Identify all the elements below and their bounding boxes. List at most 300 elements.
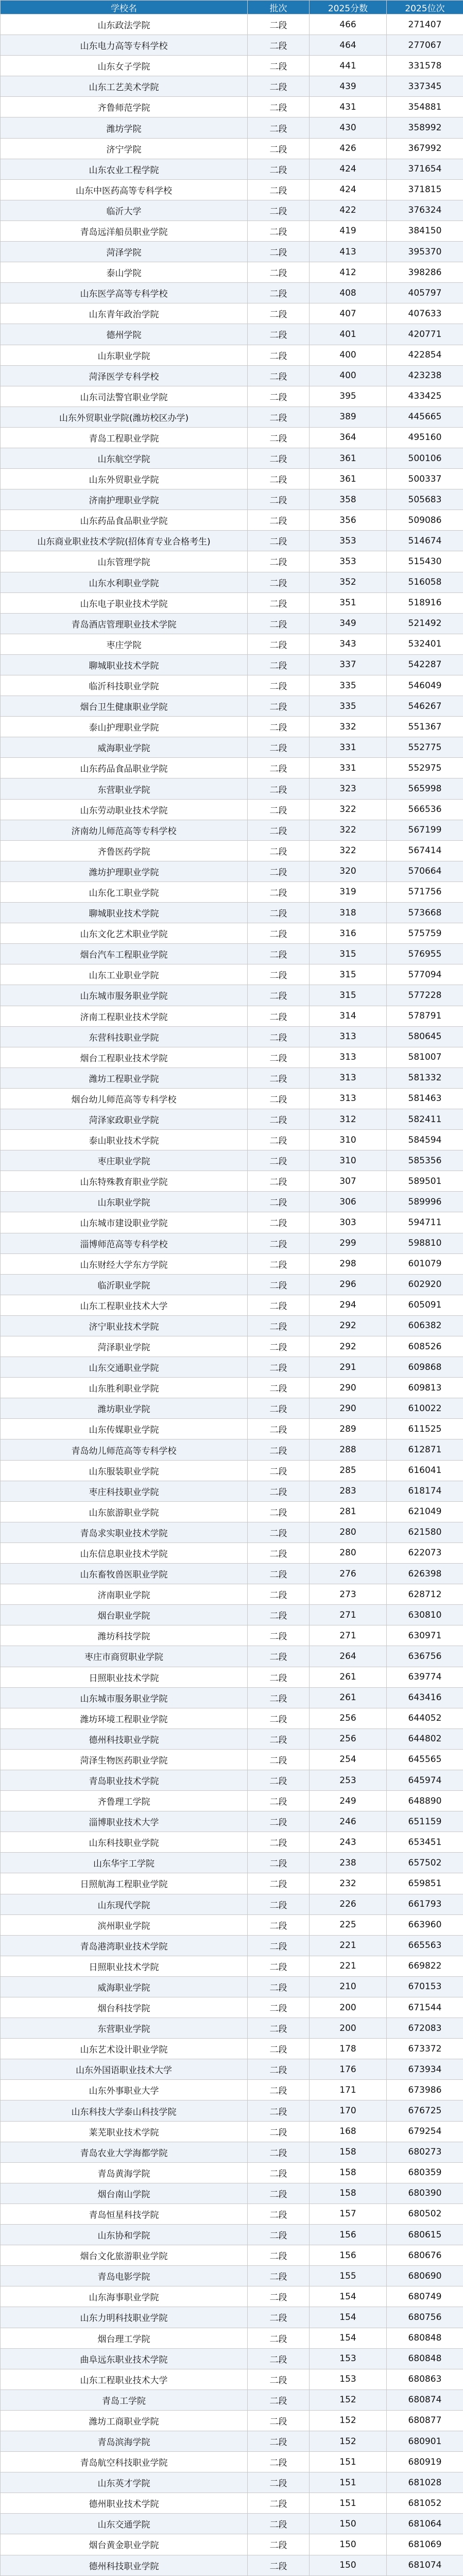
table-row [1,2286,463,2307]
rank-cell: 645974 [387,1770,463,1790]
rank-cell: 669822 [387,1956,463,1976]
batch-cell: 二段 [248,2080,310,2100]
rank-cell: 367992 [387,138,463,159]
rank-cell: 608526 [387,1336,463,1357]
table-row [1,138,463,159]
batch-cell: 二段 [248,1109,310,1129]
batch-cell: 二段 [248,2183,310,2204]
rank-cell: 621580 [387,1522,463,1543]
score-cell: 296 [310,1274,387,1295]
school-name-cell: 山东英才学院 [1,2472,248,2493]
score-cell: 150 [310,2514,387,2534]
batch-cell: 二段 [248,489,310,510]
school-name-cell: 山东职业学院 [1,345,248,365]
batch-cell: 二段 [248,138,310,159]
batch-cell: 二段 [248,1770,310,1790]
header-rank[interactable]: 2025位次 [387,1,463,14]
rank-cell: 639774 [387,1667,463,1687]
school-name-cell: 烟台黄金职业学院 [1,2534,248,2555]
rank-cell: 577094 [387,964,463,985]
score-cell: 352 [310,572,387,592]
rank-cell: 673986 [387,2080,463,2100]
batch-cell: 二段 [248,1088,310,1109]
batch-cell: 二段 [248,2328,310,2348]
batch-cell: 二段 [248,717,310,737]
school-name-cell: 山东协和学院 [1,2225,248,2245]
table-row [1,1088,463,1109]
school-name-cell: 山东医学高等专科学校 [1,283,248,303]
batch-cell: 二段 [248,283,310,303]
score-cell: 431 [310,97,387,117]
school-name-cell: 菏泽生物医药职业学院 [1,1749,248,1770]
table-row [1,861,463,882]
school-name-cell: 潍坊科技学院 [1,1625,248,1646]
school-name-cell: 山东管理学院 [1,551,248,572]
score-cell: 323 [310,778,387,799]
score-cell: 261 [310,1687,387,1708]
school-name-cell: 山东工程职业技术大学 [1,2369,248,2389]
rank-cell: 680749 [387,2286,463,2307]
rank-cell: 672083 [387,2018,463,2039]
rank-cell: 645565 [387,1749,463,1770]
rank-cell: 581007 [387,1047,463,1067]
table-row [1,1295,463,1315]
table-row [1,758,463,778]
table-row [1,14,463,35]
table-row [1,1687,463,1708]
school-name-cell: 山东劳动职业技术学院 [1,799,248,820]
batch-cell: 二段 [248,923,310,944]
school-name-cell: 山东财经大学东方学院 [1,1253,248,1274]
school-name-cell: 青岛求实职业技术学院 [1,1522,248,1543]
batch-cell: 二段 [248,1976,310,1997]
school-name-cell: 山东电力高等专科学校 [1,35,248,56]
table-row [1,1956,463,1976]
school-name-cell: 聊城职业技术学院 [1,903,248,923]
rank-cell: 505683 [387,489,463,510]
school-name-cell: 山东城市服务职业学院 [1,1687,248,1708]
rank-cell: 626398 [387,1564,463,1584]
rank-cell: 680848 [387,2328,463,2348]
table-row [1,1811,463,1832]
rank-cell: 610022 [387,1398,463,1419]
school-name-cell: 菏泽职业学院 [1,1336,248,1357]
school-name-cell: 临沂大学 [1,200,248,221]
table-row [1,1584,463,1605]
score-cell: 254 [310,1749,387,1770]
rank-cell: 331578 [387,56,463,76]
school-name-cell: 烟台职业学院 [1,1605,248,1625]
score-cell: 313 [310,1047,387,1067]
score-cell: 298 [310,1253,387,1274]
school-name-cell: 东营职业学院 [1,778,248,799]
score-cell: 271 [310,1625,387,1646]
score-cell: 306 [310,1192,387,1212]
score-cell: 238 [310,1853,387,1873]
score-cell: 315 [310,985,387,1006]
batch-cell: 二段 [248,861,310,882]
score-cell: 419 [310,221,387,241]
table-row [1,903,463,923]
table-row [1,1192,463,1212]
batch-cell: 二段 [248,820,310,840]
batch-cell: 二段 [248,1315,310,1336]
batch-cell: 二段 [248,613,310,634]
batch-cell: 二段 [248,406,310,427]
score-cell: 221 [310,1935,387,1956]
school-name-cell: 青岛恒星科技学院 [1,2204,248,2224]
rank-cell: 680877 [387,2410,463,2431]
school-name-cell: 山东城市建设职业学院 [1,1212,248,1233]
school-name-cell: 青岛电影学院 [1,2266,248,2286]
header-score[interactable]: 2025分数 [310,1,387,14]
table-row [1,406,463,427]
score-cell: 176 [310,2059,387,2080]
score-cell: 313 [310,1067,387,1088]
rank-cell: 584594 [387,1130,463,1150]
school-name-cell: 曲阜远东职业技术学院 [1,2348,248,2369]
score-cell: 400 [310,365,387,386]
batch-cell: 二段 [248,1295,310,1315]
rank-cell: 407633 [387,303,463,324]
batch-cell: 二段 [248,303,310,324]
rank-cell: 609868 [387,1357,463,1378]
school-name-cell: 山东胜利职业学院 [1,1378,248,1398]
table-row [1,1522,463,1543]
score-cell: 337 [310,654,387,675]
school-name-cell: 临沂职业学院 [1,1274,248,1295]
table-row [1,1997,463,2018]
score-cell: 331 [310,737,387,758]
table-row [1,1006,463,1026]
table-row [1,923,463,944]
score-cell: 349 [310,613,387,634]
table-row [1,2348,463,2369]
batch-cell: 二段 [248,324,310,345]
table-row [1,944,463,964]
school-name-cell: 山东青年政治学院 [1,303,248,324]
school-name-cell: 青岛工程职业学院 [1,427,248,448]
rank-cell: 612871 [387,1439,463,1460]
school-name-cell: 潍坊学院 [1,117,248,138]
batch-cell: 二段 [248,2348,310,2369]
score-cell: 389 [310,406,387,427]
rank-cell: 680615 [387,2225,463,2245]
score-cell: 361 [310,469,387,489]
score-cell: 280 [310,1543,387,1563]
rank-cell: 567199 [387,820,463,840]
rank-cell: 514674 [387,531,463,551]
table-row [1,97,463,117]
score-cell: 200 [310,2018,387,2039]
rank-cell: 680273 [387,2142,463,2162]
score-cell: 353 [310,531,387,551]
batch-cell: 二段 [248,1625,310,1646]
rank-cell: 611525 [387,1419,463,1439]
school-name-cell: 山东海事职业学院 [1,2286,248,2307]
table-row [1,1439,463,1460]
table-row [1,1625,463,1646]
score-cell: 156 [310,2245,387,2266]
school-name-cell: 潍坊工商职业学院 [1,2410,248,2431]
rank-cell: 570664 [387,861,463,882]
table-row [1,469,463,489]
batch-cell: 二段 [248,1873,310,1894]
rank-cell: 395370 [387,242,463,262]
table-row [1,1935,463,1956]
rank-cell: 663960 [387,1914,463,1935]
rank-cell: 616041 [387,1460,463,1481]
school-name-cell: 山东传媒职业学院 [1,1419,248,1439]
school-name-cell: 滨州职业学院 [1,1914,248,1935]
score-cell: 168 [310,2121,387,2142]
school-name-cell: 山东服装职业学院 [1,1460,248,1481]
score-cell: 292 [310,1315,387,1336]
table-row [1,1130,463,1150]
table-row [1,2059,463,2080]
score-cell: 313 [310,1026,387,1047]
rank-cell: 354881 [387,97,463,117]
table-row [1,2245,463,2266]
score-cell: 156 [310,2225,387,2245]
score-cell: 413 [310,242,387,262]
batch-cell: 二段 [248,2018,310,2039]
rank-cell: 680390 [387,2183,463,2204]
school-name-cell: 烟台理工学院 [1,2328,248,2348]
table-row [1,1894,463,1914]
batch-cell: 二段 [248,159,310,179]
batch-cell: 二段 [248,737,310,758]
score-cell: 253 [310,1770,387,1790]
score-cell: 315 [310,964,387,985]
school-name-cell: 山东农业工程学院 [1,159,248,179]
table-row [1,2039,463,2059]
header-school[interactable]: 学校名 [1,1,248,14]
score-cell: 353 [310,551,387,572]
score-cell: 314 [310,1006,387,1026]
rank-cell: 680848 [387,2348,463,2369]
rank-cell: 423238 [387,365,463,386]
score-cell: 322 [310,799,387,820]
score-cell: 343 [310,634,387,654]
rank-cell: 509086 [387,510,463,531]
table-row [1,2534,463,2555]
table-row [1,1501,463,1522]
table-row [1,1791,463,1811]
table-row [1,159,463,179]
rank-cell: 398286 [387,262,463,283]
table-row [1,2080,463,2100]
table-row [1,2389,463,2410]
score-cell: 151 [310,2472,387,2493]
school-name-cell: 山东旅游职业学院 [1,1501,248,1522]
score-cell: 271 [310,1605,387,1625]
rank-cell: 681052 [387,2493,463,2514]
school-name-cell: 济南工程职业技术学院 [1,1006,248,1026]
rank-cell: 405797 [387,283,463,303]
rank-cell: 376324 [387,200,463,221]
school-name-cell: 莱芜职业技术学院 [1,2121,248,2142]
rank-cell: 566536 [387,799,463,820]
batch-cell: 二段 [248,1667,310,1687]
school-name-cell: 山东水利职业学院 [1,572,248,592]
table-row [1,1233,463,1253]
batch-cell: 二段 [248,97,310,117]
table-row [1,2369,463,2389]
rank-cell: 681074 [387,2555,463,2575]
batch-cell: 二段 [248,2121,310,2142]
table-row [1,200,463,221]
score-cell: 364 [310,427,387,448]
table-row [1,2142,463,2162]
table-row [1,117,463,138]
school-name-cell: 山东交通学院 [1,2514,248,2534]
rank-cell: 609813 [387,1378,463,1398]
score-cell: 273 [310,1584,387,1605]
school-name-cell: 日照职业技术学院 [1,1956,248,1976]
batch-cell: 二段 [248,427,310,448]
batch-cell: 二段 [248,2307,310,2328]
score-cell: 221 [310,1956,387,1976]
score-cell: 412 [310,262,387,283]
rank-cell: 680874 [387,2389,463,2410]
rank-cell: 651159 [387,1811,463,1832]
score-cell: 318 [310,903,387,923]
table-row [1,820,463,840]
table-row [1,634,463,654]
score-cell: 292 [310,1336,387,1357]
score-cell: 395 [310,386,387,406]
rank-cell: 371654 [387,159,463,179]
batch-cell: 二段 [248,944,310,964]
school-name-cell: 青岛港湾职业技术学院 [1,1935,248,1956]
rank-cell: 670153 [387,1976,463,1997]
table-row [1,1708,463,1728]
school-name-cell: 山东外事职业大学 [1,2080,248,2100]
school-name-cell: 山东文化艺术职业学院 [1,923,248,944]
table-row [1,1728,463,1749]
school-name-cell: 菏泽学院 [1,242,248,262]
school-name-cell: 临沂科技职业学院 [1,675,248,696]
table-row [1,2121,463,2142]
batch-cell: 二段 [248,1378,310,1398]
school-name-cell: 山东信息职业技术学院 [1,1543,248,1563]
batch-cell: 二段 [248,1419,310,1439]
rank-cell: 573668 [387,903,463,923]
table-row [1,1749,463,1770]
school-name-cell: 潍坊工程职业学院 [1,1067,248,1088]
batch-cell: 二段 [248,1192,310,1212]
batch-cell: 二段 [248,1935,310,1956]
batch-cell: 二段 [248,1728,310,1749]
score-cell: 439 [310,76,387,97]
batch-cell: 二段 [248,799,310,820]
score-cell: 332 [310,717,387,737]
rank-cell: 589996 [387,1192,463,1212]
table-row [1,1150,463,1171]
score-cell: 152 [310,2389,387,2410]
batch-cell: 二段 [248,1357,310,1378]
rank-cell: 516058 [387,572,463,592]
score-cell: 256 [310,1708,387,1728]
school-name-cell: 山东外贸职业学院 [1,469,248,489]
table-row [1,2183,463,2204]
table-row [1,1026,463,1047]
rank-cell: 552975 [387,758,463,778]
school-name-cell: 青岛农业大学海都学院 [1,2142,248,2162]
batch-cell: 二段 [248,14,310,35]
score-cell: 331 [310,758,387,778]
rank-cell: 358992 [387,117,463,138]
table-row [1,572,463,592]
score-cell: 289 [310,1419,387,1439]
school-name-cell: 德州科技职业学院 [1,2555,248,2575]
batch-cell: 二段 [248,1067,310,1088]
batch-cell: 二段 [248,1564,310,1584]
table-row [1,1357,463,1378]
rank-cell: 567414 [387,840,463,861]
table-row [1,1336,463,1357]
table-row [1,1976,463,1997]
batch-cell: 二段 [248,1708,310,1728]
batch-cell: 二段 [248,985,310,1006]
rank-cell: 618174 [387,1481,463,1501]
table-row [1,882,463,902]
rank-cell: 680863 [387,2369,463,2389]
rank-cell: 580645 [387,1026,463,1047]
school-name-cell: 菏泽医学专科学校 [1,365,248,386]
school-name-cell: 青岛黄海学院 [1,2162,248,2183]
rank-cell: 577228 [387,985,463,1006]
school-name-cell: 烟台幼儿师范高等专科学校 [1,1088,248,1109]
batch-cell: 二段 [248,2472,310,2493]
batch-cell: 二段 [248,345,310,365]
table-row [1,35,463,56]
score-cell: 424 [310,159,387,179]
batch-cell: 二段 [248,1605,310,1625]
rank-cell: 676725 [387,2100,463,2121]
table-row [1,345,463,365]
table-row [1,427,463,448]
school-name-cell: 山东职业学院 [1,1192,248,1212]
school-name-cell: 淄博师范高等专科学校 [1,1233,248,1253]
header-batch[interactable]: 批次 [248,1,310,14]
score-cell: 303 [310,1212,387,1233]
rank-cell: 585356 [387,1150,463,1171]
score-cell: 170 [310,2100,387,2121]
rank-cell: 680676 [387,2245,463,2266]
school-name-cell: 齐鲁师范学院 [1,97,248,117]
rank-cell: 384150 [387,221,463,241]
rank-cell: 680359 [387,2162,463,2183]
table-row [1,1109,463,1129]
score-cell: 466 [310,14,387,35]
rank-cell: 622073 [387,1543,463,1563]
batch-cell: 二段 [248,2162,310,2183]
batch-cell: 二段 [248,1460,310,1481]
rank-cell: 661793 [387,1894,463,1914]
rank-cell: 673934 [387,2059,463,2080]
table-row [1,1274,463,1295]
batch-cell: 二段 [248,1501,310,1522]
batch-cell: 二段 [248,1853,310,1873]
score-cell: 151 [310,2452,387,2472]
school-name-cell: 山东政法学院 [1,14,248,35]
score-cell: 320 [310,861,387,882]
table-row [1,2514,463,2534]
rank-cell: 371815 [387,179,463,200]
school-name-cell: 威海职业学院 [1,737,248,758]
